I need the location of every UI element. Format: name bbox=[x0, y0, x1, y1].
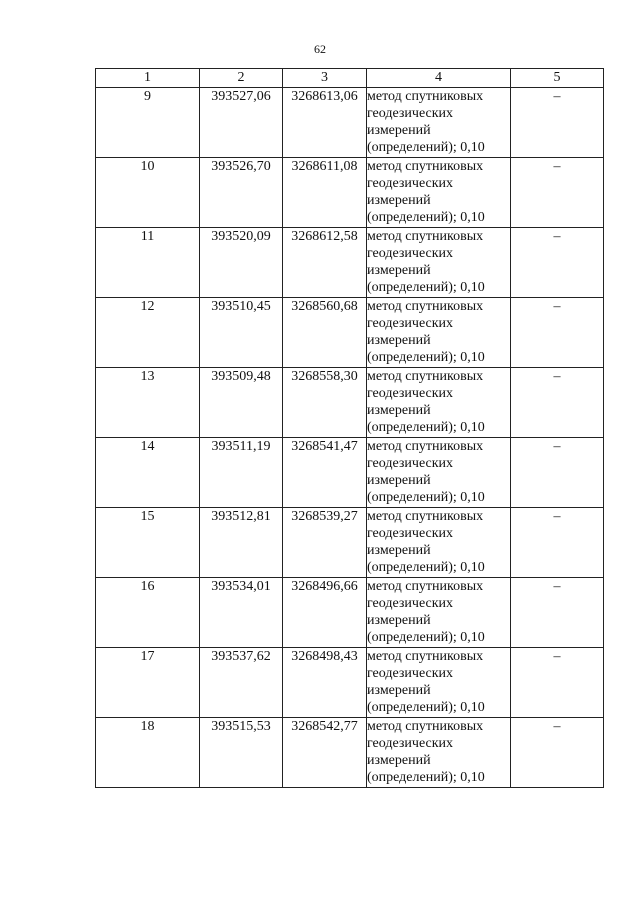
point-number-cell: 15 bbox=[96, 508, 200, 578]
method-line: метод спутниковых bbox=[367, 509, 484, 524]
x-coordinate-cell: 393510,45 bbox=[200, 298, 283, 368]
method-line: метод спутниковых bbox=[367, 369, 484, 384]
point-number-cell: 18 bbox=[96, 718, 200, 788]
method-line: геодезических bbox=[367, 106, 454, 121]
y-coordinate-cell: 3268560,68 bbox=[283, 298, 367, 368]
method-line: метод спутниковых bbox=[367, 649, 484, 664]
table-row bbox=[96, 368, 604, 438]
method-line: (определений); 0,10 bbox=[367, 560, 485, 575]
table-row bbox=[96, 298, 604, 368]
point-number-cell: 9 bbox=[96, 88, 200, 158]
method-line: (определений); 0,10 bbox=[367, 630, 485, 645]
point-number-cell: 10 bbox=[96, 158, 200, 228]
page-number: 62 bbox=[314, 42, 326, 56]
column-5-cell: – bbox=[511, 298, 604, 368]
column-header: 1 bbox=[96, 69, 200, 88]
method-line: измерений bbox=[367, 683, 431, 698]
method-cell bbox=[367, 718, 511, 788]
x-coordinate-cell: 393520,09 bbox=[200, 228, 283, 298]
y-coordinate-cell: 3268498,43 bbox=[283, 648, 367, 718]
method-line: (определений); 0,10 bbox=[367, 280, 485, 295]
column-5-cell: – bbox=[511, 88, 604, 158]
column-header: 4 bbox=[367, 69, 511, 88]
x-coordinate-cell: 393511,19 bbox=[200, 438, 283, 508]
table-row bbox=[96, 648, 604, 718]
method-line: измерений bbox=[367, 753, 431, 768]
method-line: измерений bbox=[367, 473, 431, 488]
method-line: метод спутниковых bbox=[367, 89, 484, 104]
table-row bbox=[96, 718, 604, 788]
column-5-cell: – bbox=[511, 158, 604, 228]
method-line: измерений bbox=[367, 403, 431, 418]
point-number-cell: 16 bbox=[96, 578, 200, 648]
method-line: (определений); 0,10 bbox=[367, 350, 485, 365]
method-cell bbox=[367, 298, 511, 368]
method-line: геодезических bbox=[367, 246, 454, 261]
method-line: (определений); 0,10 bbox=[367, 490, 485, 505]
method-cell bbox=[367, 438, 511, 508]
method-line: геодезических bbox=[367, 736, 454, 751]
column-5-cell: – bbox=[511, 228, 604, 298]
method-cell bbox=[367, 368, 511, 438]
y-coordinate-cell: 3268541,47 bbox=[283, 438, 367, 508]
column-5-cell: – bbox=[511, 438, 604, 508]
point-number-cell: 14 bbox=[96, 438, 200, 508]
point-number-cell: 13 bbox=[96, 368, 200, 438]
point-number-cell: 17 bbox=[96, 648, 200, 718]
y-coordinate-cell: 3268539,27 bbox=[283, 508, 367, 578]
table-row bbox=[96, 228, 604, 298]
method-line: метод спутниковых bbox=[367, 159, 484, 174]
method-cell bbox=[367, 88, 511, 158]
y-coordinate-cell: 3268613,06 bbox=[283, 88, 367, 158]
method-cell bbox=[367, 158, 511, 228]
x-coordinate-cell: 393526,70 bbox=[200, 158, 283, 228]
point-number-cell: 12 bbox=[96, 298, 200, 368]
table-row bbox=[96, 508, 604, 578]
table-header-row bbox=[96, 69, 604, 88]
table-row bbox=[96, 158, 604, 228]
table-row bbox=[96, 88, 604, 158]
y-coordinate-cell: 3268542,77 bbox=[283, 718, 367, 788]
method-line: измерений bbox=[367, 333, 431, 348]
table-row bbox=[96, 438, 604, 508]
method-line: метод спутниковых bbox=[367, 229, 484, 244]
y-coordinate-cell: 3268611,08 bbox=[283, 158, 367, 228]
y-coordinate-cell: 3268612,58 bbox=[283, 228, 367, 298]
y-coordinate-cell: 3268558,30 bbox=[283, 368, 367, 438]
method-line: геодезических bbox=[367, 596, 454, 611]
method-line: измерений bbox=[367, 123, 431, 138]
method-line: геодезических bbox=[367, 456, 454, 471]
method-cell bbox=[367, 508, 511, 578]
method-line: метод спутниковых bbox=[367, 439, 484, 454]
method-line: метод спутниковых bbox=[367, 719, 484, 734]
x-coordinate-cell: 393537,62 bbox=[200, 648, 283, 718]
method-line: геодезических bbox=[367, 386, 454, 401]
column-5-cell: – bbox=[511, 578, 604, 648]
y-coordinate-cell: 3268496,66 bbox=[283, 578, 367, 648]
x-coordinate-cell: 393515,53 bbox=[200, 718, 283, 788]
x-coordinate-cell: 393527,06 bbox=[200, 88, 283, 158]
method-line: (определений); 0,10 bbox=[367, 700, 485, 715]
method-line: измерений bbox=[367, 613, 431, 628]
method-line: измерений bbox=[367, 263, 431, 278]
method-cell bbox=[367, 228, 511, 298]
method-line: метод спутниковых bbox=[367, 579, 484, 594]
method-line: (определений); 0,10 bbox=[367, 210, 485, 225]
coordinates-table bbox=[95, 68, 604, 788]
table-row bbox=[96, 578, 604, 648]
x-coordinate-cell: 393512,81 bbox=[200, 508, 283, 578]
point-number-cell: 11 bbox=[96, 228, 200, 298]
column-5-cell: – bbox=[511, 648, 604, 718]
method-line: геодезических bbox=[367, 176, 454, 191]
column-header: 2 bbox=[200, 69, 283, 88]
method-cell bbox=[367, 648, 511, 718]
method-line: (определений); 0,10 bbox=[367, 420, 485, 435]
column-header: 5 bbox=[511, 69, 604, 88]
method-line: измерений bbox=[367, 193, 431, 208]
method-line: геодезических bbox=[367, 526, 454, 541]
method-line: геодезических bbox=[367, 316, 454, 331]
method-line: измерений bbox=[367, 543, 431, 558]
column-5-cell: – bbox=[511, 368, 604, 438]
method-cell bbox=[367, 578, 511, 648]
column-5-cell: – bbox=[511, 718, 604, 788]
method-line: метод спутниковых bbox=[367, 299, 484, 314]
column-header: 3 bbox=[283, 69, 367, 88]
method-line: (определений); 0,10 bbox=[367, 140, 485, 155]
column-5-cell: – bbox=[511, 508, 604, 578]
x-coordinate-cell: 393509,48 bbox=[200, 368, 283, 438]
x-coordinate-cell: 393534,01 bbox=[200, 578, 283, 648]
method-line: геодезических bbox=[367, 666, 454, 681]
method-line: (определений); 0,10 bbox=[367, 770, 485, 785]
